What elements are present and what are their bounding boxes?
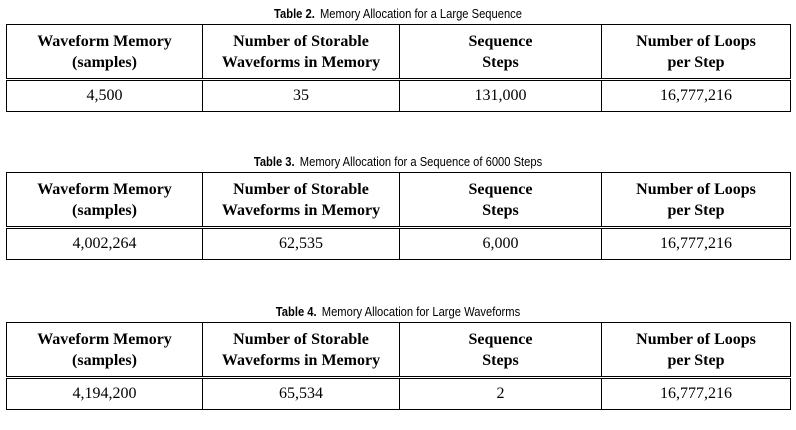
header-storable-waveforms (203, 25, 400, 80)
table-title: Memory Allocation for a Large Sequence (319, 6, 522, 21)
header-line: Sequence (468, 32, 533, 50)
header-line: (samples) (72, 53, 137, 71)
cell-storable-waveforms: 62,535 (203, 228, 400, 260)
header-loops-per-step (602, 173, 791, 228)
header-line: Sequence (468, 330, 533, 348)
header-waveform-memory (7, 25, 203, 80)
header-row (7, 173, 791, 228)
memory-allocation-table (6, 322, 791, 410)
header-line: Number of Storable (233, 32, 369, 50)
header-line: Waveforms in Memory (221, 201, 381, 219)
header-line: Number of Storable (233, 180, 369, 198)
table-3-block (6, 152, 790, 260)
table-2-block (6, 4, 790, 112)
header-waveform-memory (7, 173, 203, 228)
header-line: Waveform Memory (37, 180, 172, 198)
table-caption (61, 4, 735, 24)
memory-allocation-table (6, 24, 791, 112)
header-sequence-steps (400, 173, 602, 228)
table-4-block (6, 302, 790, 410)
table-caption (61, 302, 735, 322)
header-line: Waveforms in Memory (221, 53, 381, 71)
header-line: Waveform Memory (37, 32, 172, 50)
header-line: Waveform Memory (37, 330, 172, 348)
header-line: Number of Loops (636, 32, 756, 50)
header-waveform-memory (7, 323, 203, 378)
header-line: Sequence (468, 180, 533, 198)
header-sequence-steps (400, 25, 602, 80)
header-loops-per-step (602, 323, 791, 378)
table-title: Memory Allocation for a Sequence of 6000 Steps (299, 154, 543, 169)
table-caption (61, 152, 735, 172)
memory-allocation-table (6, 172, 791, 260)
cell-sequence-steps: 131,000 (400, 80, 602, 112)
cell-loops-per-step: 16,777,216 (602, 228, 791, 260)
cell-loops-per-step: 16,777,216 (602, 80, 791, 112)
table-row (7, 228, 791, 260)
table-number: Table 3. (253, 154, 295, 169)
header-loops-per-step (602, 25, 791, 80)
header-line: Number of Storable (233, 330, 369, 348)
cell-sequence-steps: 2 (400, 378, 602, 410)
cell-storable-waveforms: 65,534 (203, 378, 400, 410)
header-line: Number of Loops (636, 180, 756, 198)
cell-sequence-steps: 6,000 (400, 228, 602, 260)
header-row (7, 323, 791, 378)
header-line: Steps (482, 351, 519, 369)
header-line: (samples) (72, 201, 137, 219)
cell-loops-per-step: 16,777,216 (602, 378, 791, 410)
table-row (7, 80, 791, 112)
header-line: Steps (482, 53, 519, 71)
header-line: per Step (667, 351, 725, 369)
header-storable-waveforms (203, 323, 400, 378)
cell-waveform-memory: 4,194,200 (7, 378, 203, 410)
table-row (7, 378, 791, 410)
header-line: per Step (667, 201, 725, 219)
header-line: per Step (667, 53, 725, 71)
header-line: Steps (482, 201, 519, 219)
header-storable-waveforms (203, 173, 400, 228)
cell-waveform-memory: 4,002,264 (7, 228, 203, 260)
table-title: Memory Allocation for Large Waveforms (321, 304, 521, 319)
table-number: Table 4. (275, 304, 317, 319)
header-line: (samples) (72, 351, 137, 369)
header-line: Waveforms in Memory (221, 351, 381, 369)
table-number: Table 2. (274, 6, 315, 21)
header-row (7, 25, 791, 80)
cell-waveform-memory: 4,500 (7, 80, 203, 112)
header-line: Number of Loops (636, 330, 756, 348)
header-sequence-steps (400, 323, 602, 378)
cell-storable-waveforms: 35 (203, 80, 400, 112)
